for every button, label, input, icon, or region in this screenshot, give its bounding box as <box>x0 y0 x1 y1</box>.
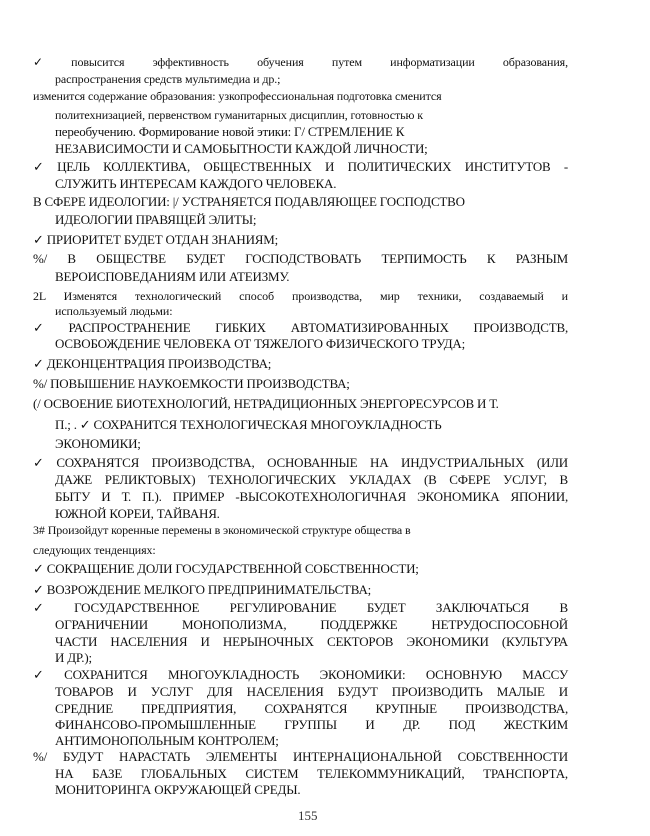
text-line: ФИНАНСОВО-ПРОМЫШЛЕННЫЕ ГРУППЫ И ДР. ПОД ЖЕСТКИМ <box>55 717 568 732</box>
text-line: И ДР.); <box>55 650 92 665</box>
text-line: В СФЕРЕ ИДЕОЛОГИИ: |/ УСТРАНЯЕТСЯ ПОДАВЛЯЮЩЕЕ ГОСПОДСТВО <box>33 194 465 209</box>
text-line: ✓ СОКРАЩЕНИЕ ДОЛИ ГОСУДАРСТВЕННОЙ СОБСТВЕННОСТИ; <box>33 561 419 576</box>
text-line: следующих тенденциях: <box>33 543 156 557</box>
text-line: ДАЖЕ РЕЛИКТОВЫХ) ТЕХНОЛОГИЧЕСКИХ УКЛАДАХ (В СФЕРЕ УСЛУГ, В <box>55 472 568 487</box>
text-line: ТОВАРОВ И УСЛУГ ДЛЯ НАСЕЛЕНИЯ БУДУТ ПРОИЗВОДИТЬ МАЛЫЕ И <box>55 684 568 699</box>
text-line: БЫТУ И Т. П.). ПРИМЕР -ВЫСОКОТЕХНОЛОГИЧНАЯ ЭКОНОМИКА ЯПОНИИ, <box>55 489 568 504</box>
text-line: ✓ ДЕКОНЦЕНТРАЦИЯ ПРОИЗВОДСТВА; <box>33 356 272 371</box>
text-line: ✓ ПРИОРИТЕТ БУДЕТ ОТДАН ЗНАНИЯМ; <box>33 232 279 247</box>
text-line: СЛУЖИТЬ ИНТЕРЕСАМ КАЖДОГО ЧЕЛОВЕКА. <box>55 176 337 191</box>
text-line: АНТИМОНОПОЛЬНЫМ КОНТРОЛЕМ; <box>55 733 279 748</box>
text-line: 3# Произойдут коренные перемены в экономической структуре общества в <box>33 523 411 537</box>
text-line: ОГРАНИЧЕНИИ МОНОПОЛИЗМА, ПОДДЕРЖКЕ НЕТРУДОСПОСОБНОЙ <box>55 617 568 632</box>
text-line: переобучению. Формирование новой этики: Г/ СТРЕМЛЕНИЕ К <box>55 124 405 139</box>
text-line: ЮЖНОЙ КОРЕИ, ТАЙВАНЯ. <box>55 506 220 521</box>
text-line: 2L Изменятся технологический способ производства, мир техники, создаваемый и <box>33 289 568 303</box>
text-line: ✓ СОХРАНЯТСЯ ПРОИЗВОДСТВА, ОСНОВАННЫЕ НА ИНДУСТРИАЛЬНЫХ (ИЛИ <box>33 455 568 470</box>
text-line: СРЕДНИЕ ПРЕДПРИЯТИЯ, СОХРАНЯТСЯ КРУПНЫЕ ПРОИЗВОДСТВА, <box>55 701 568 716</box>
text-line: МОНИТОРИНГА ОКРУЖАЮЩЕЙ СРЕДЫ. <box>55 782 301 797</box>
text-line: ✓ ГОСУДАРСТВЕННОЕ РЕГУЛИРОВАНИЕ БУДЕТ ЗАКЛЮЧАТЬСЯ В <box>33 600 568 615</box>
page-number: 155 <box>298 808 318 823</box>
text-line: ✓ СОХРАНИТСЯ МНОГОУКЛАДНОСТЬ ЭКОНОМИКИ: ОСНОВНУЮ МАССУ <box>33 667 568 682</box>
text-line: политехнизацией, первенством гуманитарных дисциплин, готовностью к <box>55 108 423 122</box>
text-line: %/ БУДУТ НАРАСТАТЬ ЭЛЕМЕНТЫ ИНТЕРНАЦИОНАЛЬНОЙ СОБСТВЕННОСТИ <box>33 749 568 764</box>
text-line: ИДЕОЛОГИИ ПРАВЯЩЕЙ ЭЛИТЫ; <box>55 212 257 227</box>
text-line: %/ В ОБЩЕСТВЕ БУДЕТ ГОСПОДСТВОВАТЬ ТЕРПИМОСТЬ К РАЗНЫМ <box>33 251 568 266</box>
text-line: %/ ПОВЫШЕНИЕ НАУКОЕМКОСТИ ПРОИЗВОДСТВА; <box>33 376 350 391</box>
text-line: ЧАСТИ НАСЕЛЕНИЯ И НЕРЫНОЧНЫХ СЕКТОРОВ ЭКОНОМИКИ (КУЛЬТУРА <box>55 634 568 649</box>
text-line: ✓ ВОЗРОЖДЕНИЕ МЕЛКОГО ПРЕДПРИНИМАТЕЛЬСТВА; <box>33 582 372 597</box>
text-line: распространения средств мультимедиа и др.; <box>55 72 281 86</box>
text-line: ОСВОБОЖДЕНИЕ ЧЕЛОВЕКА ОТ ТЯЖЕЛОГО ФИЗИЧЕСКОГО ТРУДА; <box>55 336 466 351</box>
text-line: НЕЗАВИСИМОСТИ И САМОБЫТНОСТИ КАЖДОЙ ЛИЧНОСТИ; <box>55 141 428 156</box>
text-line: ВЕРОИСПОВЕДАНИЯМ ИЛИ АТЕИЗМУ. <box>55 269 290 284</box>
text-line: НА БАЗЕ ГЛОБАЛЬНЫХ СИСТЕМ ТЕЛЕКОММУНИКАЦИЙ, ТРАНСПОРТА, <box>55 766 568 781</box>
text-line: изменится содержание образования: узкопрофессиональная подготовка сменится <box>33 89 442 103</box>
text-line: (/ ОСВОЕНИЕ БИОТЕХНОЛОГИЙ, НЕТРАДИЦИОННЫХ ЭНЕРГОРЕСУРСОВ И Т. <box>33 396 499 411</box>
text-line: ✓ повысится эффективность обучения путем информатизации образования, <box>33 55 568 69</box>
text-line: используемый людьми: <box>55 304 173 318</box>
text-line: ЭКОНОМИКИ; <box>55 436 141 451</box>
text-line: ✓ РАСПРОСТРАНЕНИЕ ГИБКИХ АВТОМАТИЗИРОВАННЫХ ПРОИЗВОДСТВ, <box>33 320 568 335</box>
text-line: П.; . ✓ СОХРАНИТСЯ ТЕХНОЛОГИЧЕСКАЯ МНОГОУКЛАДНОСТЬ <box>55 417 442 432</box>
text-line: ✓ ЦЕЛЬ КОЛЛЕКТИВА, ОБЩЕСТВЕННЫХ И ПОЛИТИЧЕСКИХ ИНСТИТУТОВ - <box>33 159 568 174</box>
